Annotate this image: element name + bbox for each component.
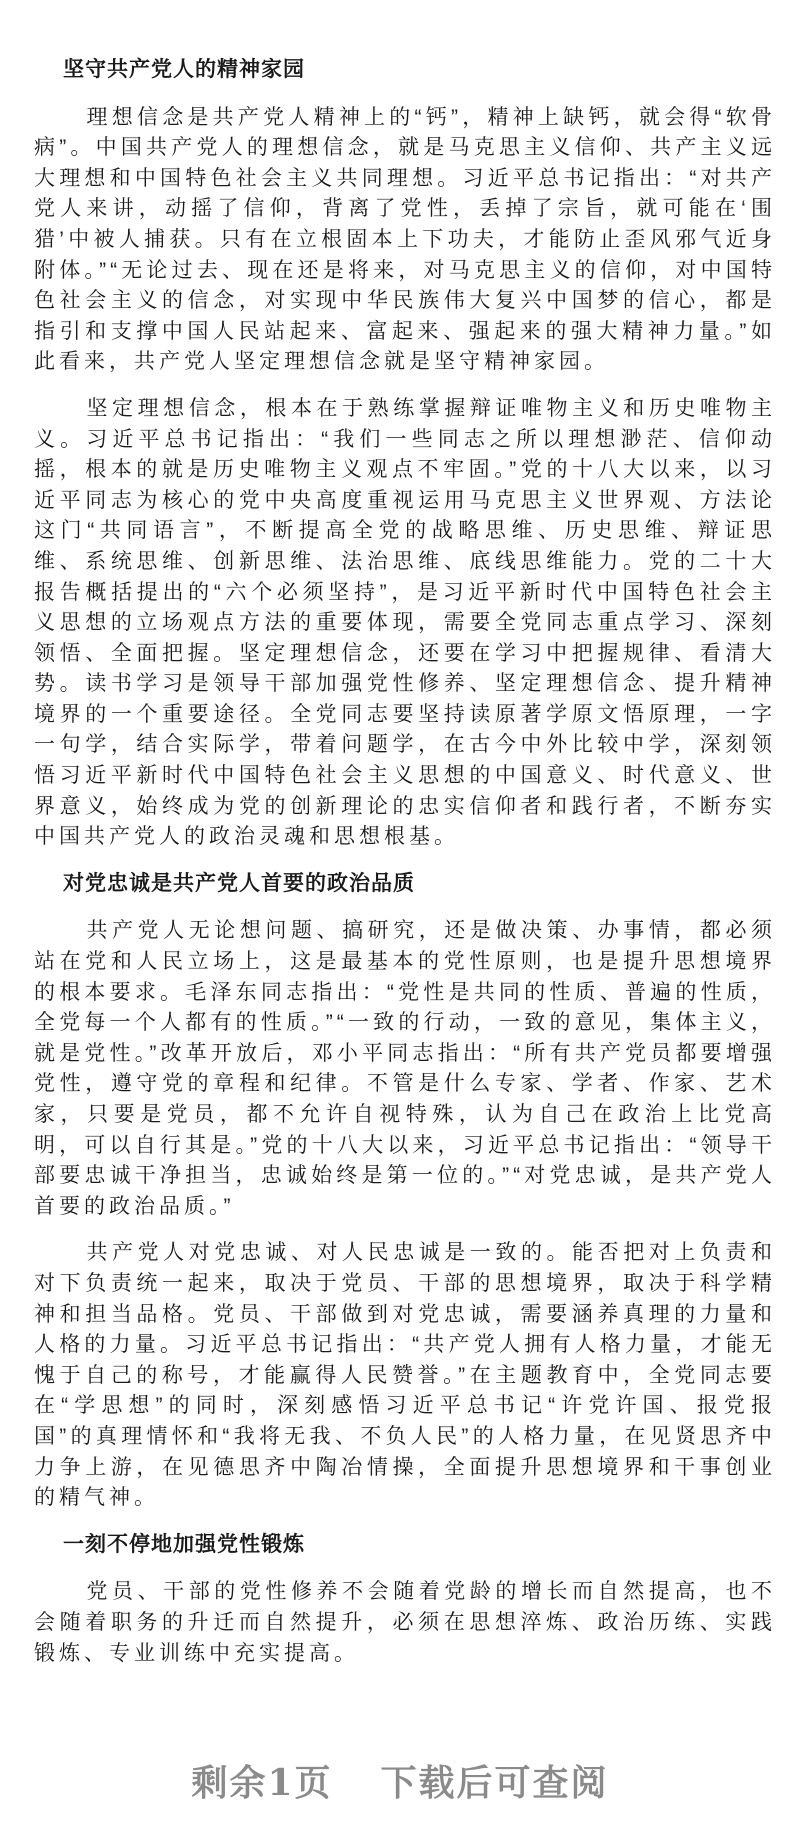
paragraph: 坚定理想信念，根本在于熟练掌握辩证唯物主义和历史唯物主义。习近平总书记指出：“我们一些同志之所以理想渺茫、信仰动摇，根本的就是历史唯物主义观点不牢固。”党的十八大以来，以习近平同志为核心的党中央高度重视运用马克思主义世界观、方法论这门“共同语言”，不断提高全党的战略思维、历史思维、辩证思维、系统思维、创新思维、法治思维、底线思维能力。党的二十大报告概括提出的“六个必须坚持”，是习近平新时代中国特色社会主义思想的立场观点方法的重要体现，需要全党同志重点学习、深刻领悟、全面把握。坚定理想信念，还要在学习中把握规律、看清大势。读书学习是领导干部加强党性修养、坚定理想信念、提升精神境界的一个重要途径。全党同志要坚持读原著学原文悟原理，一字一句学，结合实际学，带着问题学，在古今中外比较中学，深刻领悟习近平新时代中国特色社会主义思想的中国意义、时代意义、世界意义，始终成为党的创新理论的忠实信仰者和践行者，不断夯实中国共产党人的政治灵魂和思想根基。 [34,396,776,849]
section-heading: 一刻不停地加强党性锻炼 [63,1532,305,1556]
download-to-view-label[interactable]: 下载后可查阅 [380,1762,609,1805]
section-heading: 对党忠诚是共产党人首要的政治品质 [63,871,415,895]
remaining-pages-label: 剩余1页 [191,1762,333,1805]
paragraph: 党员、干部的党性修养不会随着党龄的增长而自然提高，也不会随着职务的升迁而自然提升，必须在思想淬炼、政治历练、实践锻炼、专业训练中充实提高。 [34,1580,776,1665]
section-heading: 坚守共产党人的精神家园 [63,58,305,81]
paragraph: 理想信念是共产党人精神上的“钙”，精神上缺钙，就会得“软骨病”。中国共产党人的理想信念，就是马克思主义信仰、共产主义远大理想和中国特色社会主义共同理想。习近平总书记指出：“对共产党人来讲，动摇了信仰，背离了党性，丢掉了宗旨，就可能在‘围猎’中被人捕获。只有在立根固本上下功夫，才能防止歪风邪气近身附体。”“无论过去、现在还是将来，对马克思主义的信仰，对中国特色社会主义的信念，对实现中华民族伟大复兴中国梦的信心，都是指引和支撑中国人民站起来、富起来、强起来的强大精神力量。”如此看来，共产党人坚定理想信念就是坚守精神家园。 [34,105,776,374]
paragraph: 共产党人无论想问题、搞研究，还是做决策、办事情，都必须站在党和人民立场上，这是最基本的党性原则，也是提升思想境界的根本要求。毛泽东同志指出：“党性是共同的性质、普遍的性质，全党每一个人都有的性质。”“一致的行动，一致的意见，集体主义，就是党性。”改革开放后，邓小平同志指出：“所有共产党员都要增强党性，遵守党的章程和纪律。不管是什么专家、学者、作家、艺术家，只要是党员，都不允许自视特殊，认为自己在政治上比党高明，可以自行其是。”党的十八大以来，习近平总书记指出：“领导干部要忠诚干净担当，忠诚始终是第一位的。”“对党忠诚，是共产党人首要的政治品质。” [34,919,776,1218]
document-body [34,0,776,1669]
paragraph: 共产党人对党忠诚、对人民忠诚是一致的。能否把对上负责和对下负责统一起来，取决于党员、干部的思想境界，取决于科学精神和担当品格。党员、干部做到对党忠诚，需要涵养真理的力量和人格的力量。习近平总书记指出：“共产党人拥有人格力量，才能无愧于自己的称号，才能赢得人民赞誉。”在主题教育中，全党同志要在“学思想”的同时，深刻感悟习近平总书记“许党许国、报党报国”的真理情怀和“我将无我、不负人民”的人格力量，在见贤思齐中力争上游，在见德思齐中陶冶情操，全面提升思想境界和干事创业的精气神。 [34,1241,776,1510]
download-prompt[interactable] [0,1759,800,1847]
